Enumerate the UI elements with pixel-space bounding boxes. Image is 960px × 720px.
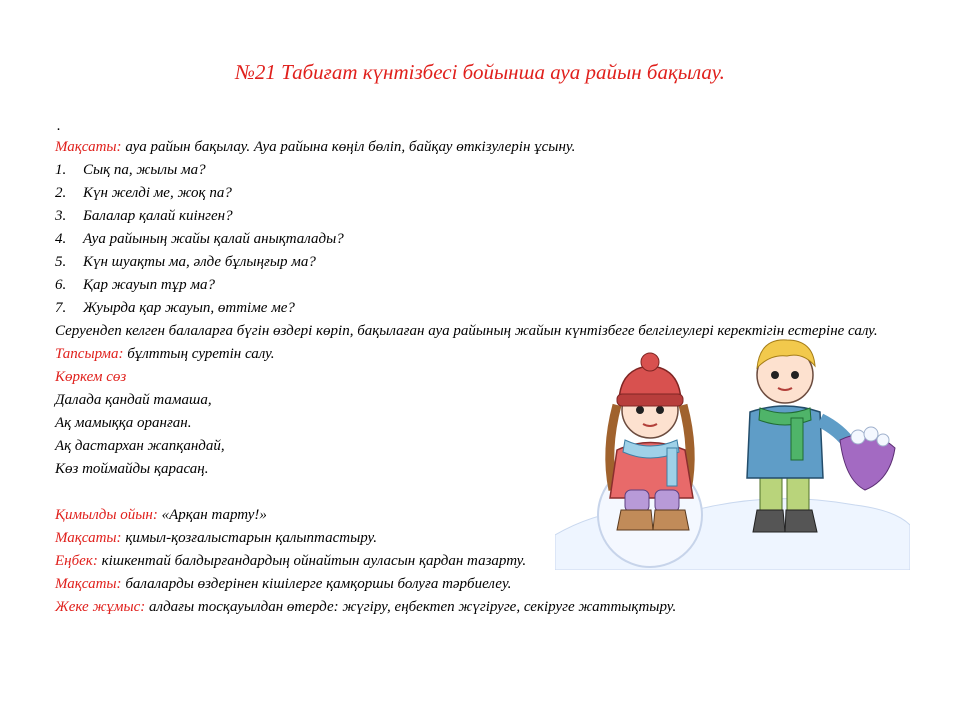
list-text: Күн шуақты ма, әлде бұлыңғыр ма? xyxy=(83,254,316,270)
list-number: 4. xyxy=(55,231,67,247)
poem-line: Далада қандай тамаша, xyxy=(55,392,212,408)
list-item xyxy=(55,251,895,274)
list-number: 1. xyxy=(55,162,67,178)
game-text: «Арқан тарту!» xyxy=(157,507,267,523)
list-item xyxy=(55,205,895,228)
spacer xyxy=(55,481,895,504)
goal-line xyxy=(55,136,895,159)
list-item xyxy=(55,228,895,251)
page-title: №21 Табиғат күнтізбесі бойынша ауа райын бақылау. xyxy=(235,60,725,84)
list-text: Жуырда қар жауып, өттіме ме? xyxy=(83,300,295,316)
list-number: 2. xyxy=(55,185,67,201)
bullet-dot: . xyxy=(57,118,61,134)
poem-title: Көркем сөз xyxy=(55,369,127,385)
list-text: Балалар қалай киінген? xyxy=(83,208,233,224)
goal-text: ауа райын бақылау. Ауа райына көңіл бөліп, байқау өткізулерін ұсыну. xyxy=(121,139,576,155)
labor-label: Еңбек: xyxy=(55,553,98,569)
task-line xyxy=(55,343,895,366)
list-item xyxy=(55,297,895,320)
list-number: 5. xyxy=(55,254,67,270)
poem-line: Ақ мамыққа оранған. xyxy=(55,415,192,431)
task-text: бұлттың суретін салу. xyxy=(123,346,275,362)
list-item xyxy=(55,274,895,297)
game-goal-text: қимыл-қозғалыстарын қалыптастыру. xyxy=(121,530,377,546)
labor-goal-label: Мақсаты: xyxy=(55,576,122,592)
list-text: Қар жауып тұр ма? xyxy=(83,277,215,293)
document-body xyxy=(55,136,895,619)
individual-work-line xyxy=(55,596,895,619)
game-goal-line xyxy=(55,527,895,550)
list-text: Сық па, жылы ма? xyxy=(83,162,206,178)
game-line xyxy=(55,504,895,527)
list-number: 3. xyxy=(55,208,67,224)
labor-line xyxy=(55,550,895,573)
list-number: 7. xyxy=(55,300,67,316)
list-number: 6. xyxy=(55,277,67,293)
individual-label: Жеке жұмыс: xyxy=(55,599,146,615)
labor-goal-text: балаларды өздерінен кішілерге қамқоршы болуға тәрбиелеу. xyxy=(121,576,512,592)
list-item xyxy=(55,159,895,182)
poem-line: Ақ дастархан жапқандай, xyxy=(55,438,225,454)
goal-label: Мақсаты: xyxy=(55,139,122,155)
poem-line: Көз тоймайды қарасаң. xyxy=(55,461,209,477)
individual-text: алдағы тосқауылдан өтерде: жүгіру, еңбектеп жүгіруге, секіруге жаттықтыру. xyxy=(145,599,677,615)
list-item xyxy=(55,182,895,205)
list-text: Күн желді ме, жоқ па? xyxy=(83,185,232,201)
list-text: Ауа райының жайы қалай анықталады? xyxy=(83,231,344,247)
game-label: Қимылды ойын: xyxy=(55,507,158,523)
task-label: Тапсырма: xyxy=(55,346,124,362)
labor-goal-line xyxy=(55,573,895,596)
labor-text: кішкентай балдырғандардың ойнайтын ауласын қардан тазарту. xyxy=(97,553,527,569)
summary-paragraph: Серуендеп келген балаларға бүгін өздері көріп, бақылаған ауа райының жайын күнтізбеге белгілеулері керектігін естеріне салу. xyxy=(55,323,878,339)
game-goal-label: Мақсаты: xyxy=(55,530,122,546)
